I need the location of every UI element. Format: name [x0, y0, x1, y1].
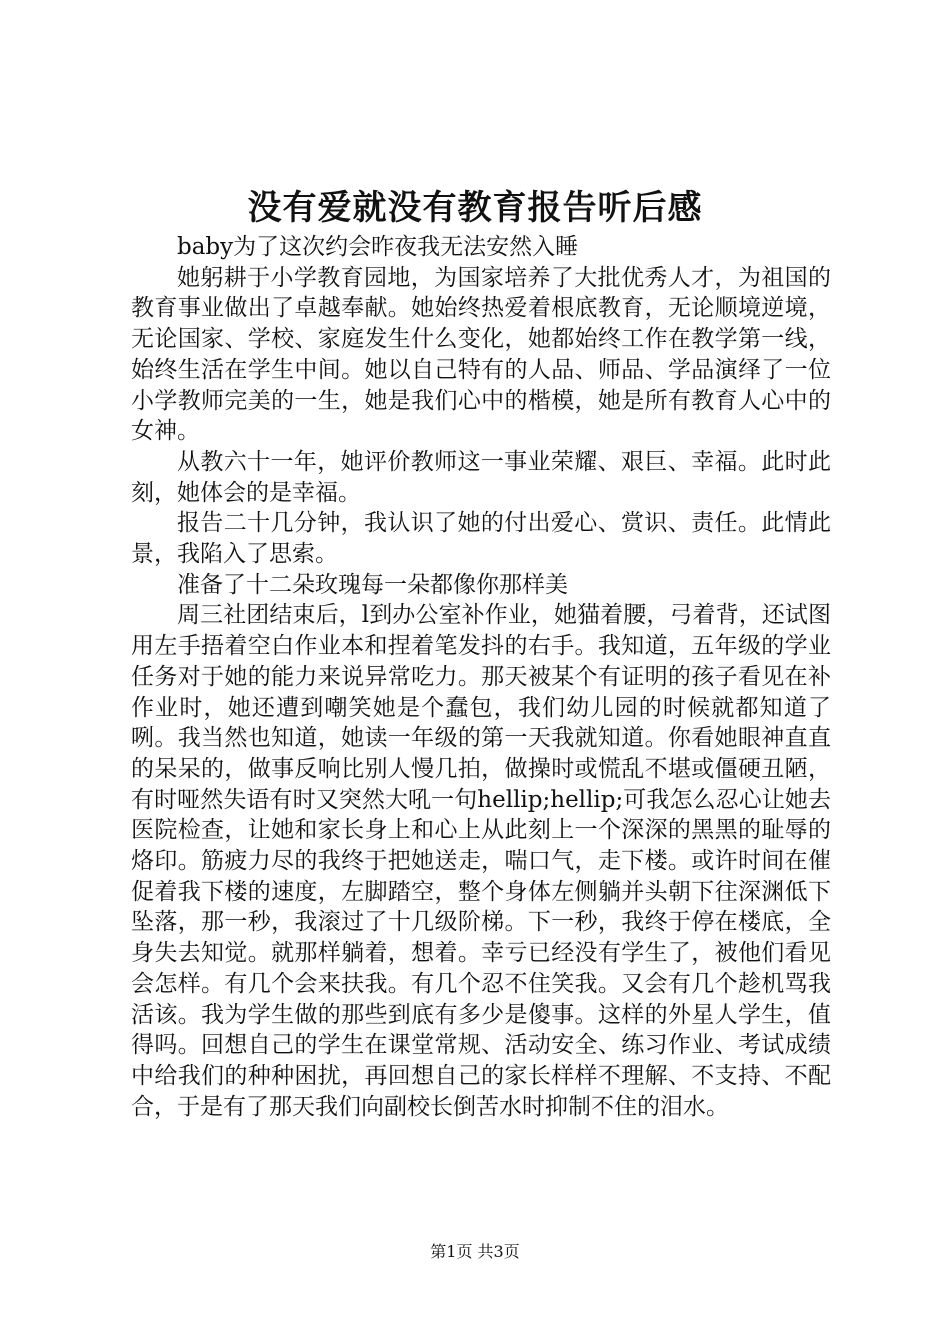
- page-title: 没有爱就没有教育报告听后感: [247, 188, 703, 228]
- paragraph-6: 周三社团结束后，l到办公室补作业，她猫着腰，弓着背，还试图用左手捂着空白作业本和捏着笔发抖的右手。我知道，五年级的学业任务对于她的能力来说异常吃力。那天被某个有证明的孩子看见在补作业时，她还遭到嘲笑她是个蠢包，我们幼儿园的时候就都知道了咧。我当然也知道，她读一年级的第一天我就知道。你看她眼神直直的呆呆的，做事反响比别人慢几拍，做操时或慌乱不堪或僵硬丑陋，有时哑然失语有时又突然大吼一句hellip;hellip;可我怎么忍心让她去医院检查，让她和家长身上和心上从此刻上一个深深的黑黑的耻辱的烙印。筋疲力尽的我终于把她送走，喘口气，走下楼。或许时间在催促着我下楼的速度，左脚踏空，整个身体左侧躺并头朝下往深渊低下坠落，那一秒，我滚过了十几级阶梯。下一秒，我终于停在楼底，全身失去知觉。就那样躺着，想着。幸亏已经没有学生了，被他们看见会怎样。有几个会来扶我。有几个忍不住笑我。又会有几个趁机骂我活该。我为学生做的那些到底有多少是傻事。这样的外星人学生，值得吗。回想自己的学生在课堂常规、活动安全、练习作业、考试成绩中给我们的种种困扰，再回想自己的家长样样不理解、不支持、不配合，于是有了那天我们向副校长倒苦水时抑制不住的泪水。: [131, 602, 831, 1120]
- document-body: [131, 232, 831, 1122]
- paragraph-3: 从教六十一年，她评价教师这一事业荣耀、艰巨、幸福。此时此刻，她体会的是幸福。: [131, 448, 831, 506]
- paragraph-5: 准备了十二朵玫瑰每一朵都像你那样美: [177, 571, 568, 598]
- paragraph-2: 她躬耕于小学教育园地，为国家培养了大批优秀人才，为祖国的教育事业做出了卓越奉献。她始终热爱着根底教育，无论顺境逆境，无论国家、学校、家庭发生什么变化，她都始终工作在教学第一线，始终生活在学生中间。她以自己特有的人品、师品、学品演绎了一位小学教师完美的一生，她是我们心中的楷模，她是所有教育人心中的女神。: [131, 264, 831, 445]
- page-number-footer: 第1页 共3页: [430, 1242, 520, 1261]
- paragraph-1: baby为了这次约会昨夜我无法安然入睡: [177, 234, 579, 260]
- paragraph-4: 报告二十几分钟，我认识了她的付出爱心、赏识、责任。此情此景，我陷入了思索。: [131, 510, 831, 568]
